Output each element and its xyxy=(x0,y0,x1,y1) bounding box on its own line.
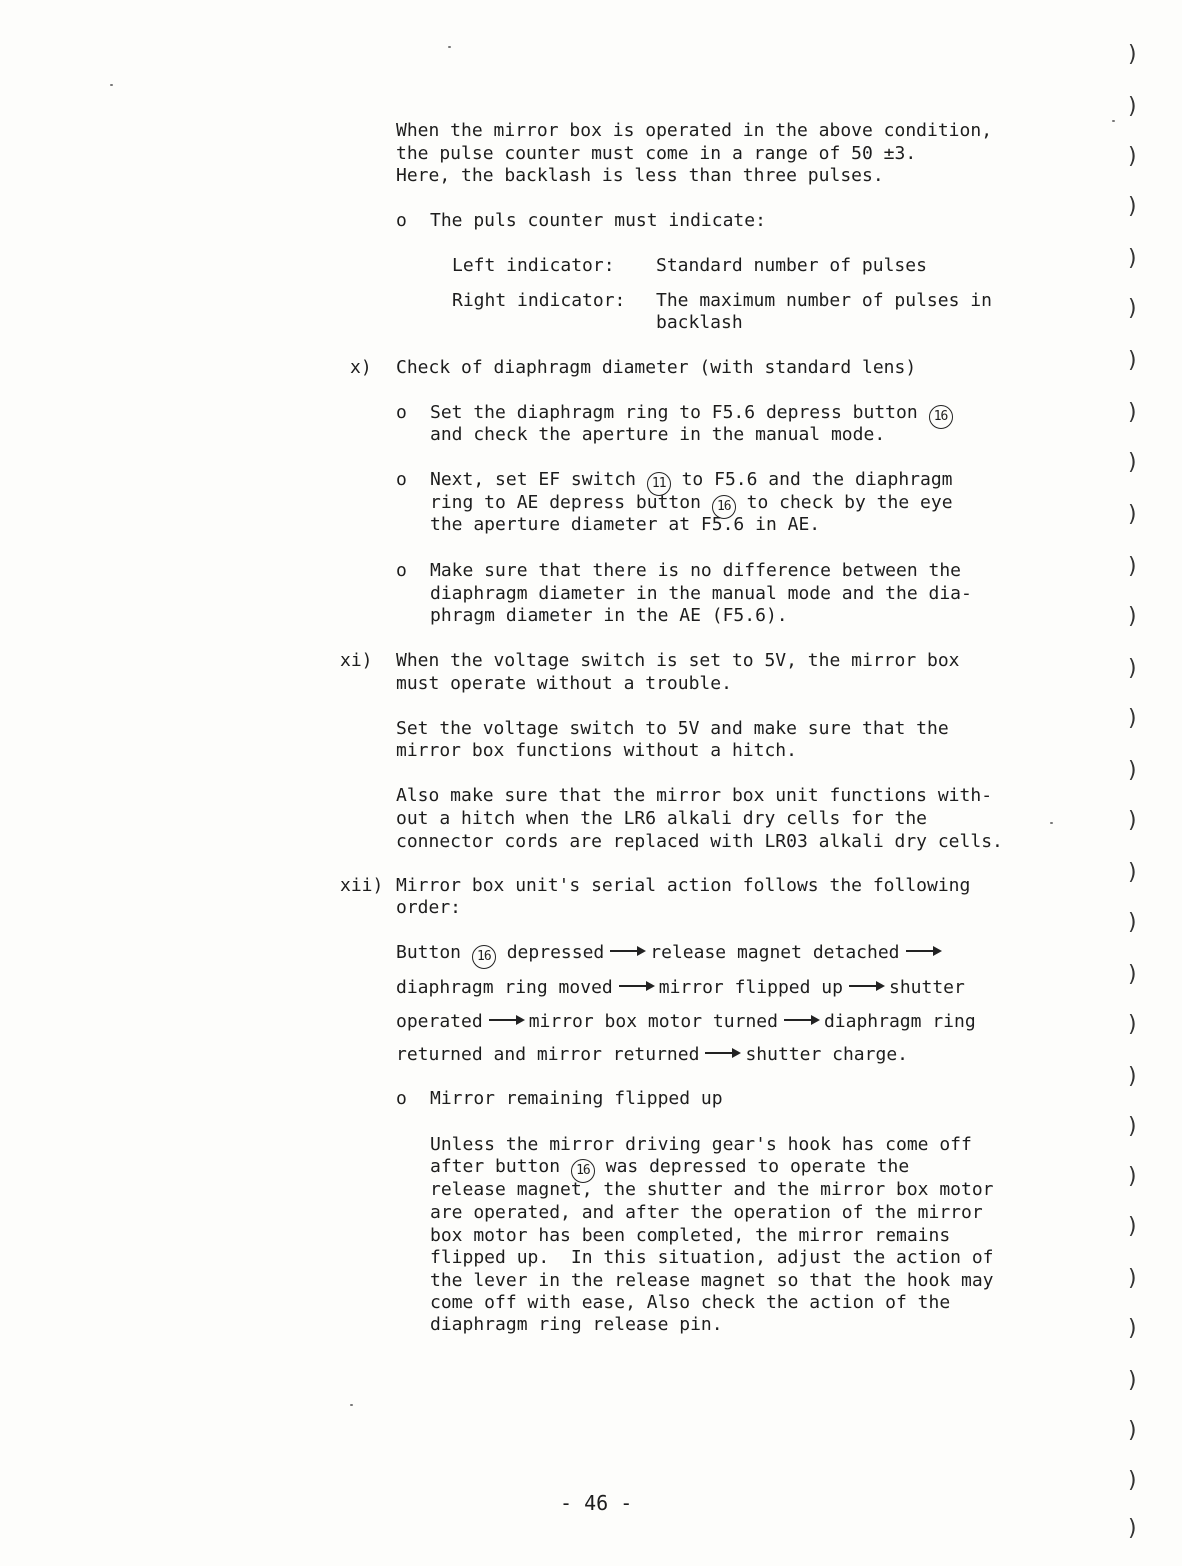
sequence-line: operated mirror box motor turned diaphragm ring xyxy=(396,1011,976,1032)
scan-speck xyxy=(350,1404,353,1406)
bullet-marker: o xyxy=(396,1088,407,1109)
bullet-marker: o xyxy=(396,469,407,490)
binder-mark: ) xyxy=(1126,706,1140,731)
callout-number: 11 xyxy=(647,472,671,496)
bullet-text: Next, set EF switch 11 to F5.6 and the diaphragm xyxy=(430,469,953,496)
section-heading: When the voltage switch is set to 5V, the mirror box xyxy=(396,650,960,671)
binder-mark: ) xyxy=(1126,450,1140,475)
bullet-text: The puls counter must indicate: xyxy=(430,210,766,231)
binder-mark: ) xyxy=(1126,194,1140,219)
arrow-right-icon xyxy=(849,985,883,987)
binder-mark: ) xyxy=(1126,144,1140,169)
binder-mark: ) xyxy=(1126,400,1140,425)
paragraph-line: diaphragm ring release pin. xyxy=(430,1314,723,1335)
paragraph-line: flipped up. In this situation, adjust the action of xyxy=(430,1247,994,1268)
bullet-text: phragm diameter in the AE (F5.6). xyxy=(430,605,788,626)
callout-number: 16 xyxy=(929,405,953,429)
arrow-right-icon xyxy=(619,985,653,987)
binder-mark: ) xyxy=(1126,604,1140,629)
section-heading: Mirror box unit's serial action follows the following xyxy=(396,875,971,896)
scan-speck xyxy=(1112,120,1115,122)
arrow-right-icon xyxy=(489,1019,523,1021)
bullet-marker: o xyxy=(396,210,407,231)
indicator-label: Left indicator: xyxy=(452,255,615,276)
paragraph-line: connector cords are replaced with LR03 alkali dry cells. xyxy=(396,831,1003,852)
callout-number: 16 xyxy=(571,1159,595,1183)
indicator-value: Standard number of pulses xyxy=(656,255,927,276)
indicator-value: The maximum number of pulses in xyxy=(656,290,992,311)
binder-mark: ) xyxy=(1126,1064,1140,1089)
scan-speck xyxy=(1050,822,1053,824)
paragraph-line: Also make sure that the mirror box unit functions with- xyxy=(396,785,993,806)
paragraph-line: release magnet, the shutter and the mirror box motor xyxy=(430,1179,994,1200)
binder-mark: ) xyxy=(1126,808,1140,833)
paragraph-line: after button 16 was depressed to operate the xyxy=(430,1156,909,1183)
binder-mark: ) xyxy=(1126,1468,1140,1493)
sequence-line: diaphragm ring moved mirror flipped up shutter xyxy=(396,977,965,998)
callout-number: 16 xyxy=(472,945,496,969)
binder-mark: ) xyxy=(1126,1316,1140,1341)
paragraph-line: Set the voltage switch to 5V and make sure that the xyxy=(396,718,949,739)
bullet-marker: o xyxy=(396,560,407,581)
binder-mark: ) xyxy=(1126,1012,1140,1037)
binder-mark: ) xyxy=(1126,1368,1140,1393)
section-heading: must operate without a trouble. xyxy=(396,673,732,694)
bullet-text: diaphragm diameter in the manual mode and the dia- xyxy=(430,583,972,604)
binder-mark: ) xyxy=(1126,910,1140,935)
paragraph-line: come off with ease, Also check the action of the xyxy=(430,1292,951,1313)
binder-mark: ) xyxy=(1126,554,1140,579)
callout-number: 16 xyxy=(712,495,736,519)
paragraph-line: mirror box functions without a hitch. xyxy=(396,740,797,761)
binder-mark: ) xyxy=(1126,502,1140,527)
paragraph-line: box motor has been completed, the mirror remains xyxy=(430,1225,951,1246)
binder-mark: ) xyxy=(1126,656,1140,681)
paragraph-line: Unless the mirror driving gear's hook has come off xyxy=(430,1134,972,1155)
bullet-text: ring to AE depress button 16 to check by the eye xyxy=(430,492,953,519)
paragraph-line: When the mirror box is operated in the above condition, xyxy=(396,120,993,141)
page-number: - 46 - xyxy=(560,1491,633,1515)
section-heading: order: xyxy=(396,897,462,918)
binder-mark: ) xyxy=(1126,348,1140,373)
binder-mark: ) xyxy=(1126,42,1140,67)
section-heading: Check of diaphragm diameter (with standard lens) xyxy=(396,357,917,378)
bullet-text: and check the aperture in the manual mode. xyxy=(430,424,886,445)
binder-mark: ) xyxy=(1126,1418,1140,1443)
section-number: x) xyxy=(350,357,372,378)
binder-mark: ) xyxy=(1126,758,1140,783)
binder-mark: ) xyxy=(1126,1114,1140,1139)
indicator-label: Right indicator: xyxy=(452,290,626,311)
binder-mark: ) xyxy=(1126,1164,1140,1189)
bullet-marker: o xyxy=(396,402,407,423)
bullet-text: Mirror remaining flipped up xyxy=(430,1088,723,1109)
binder-mark: ) xyxy=(1126,1266,1140,1291)
bullet-text: Set the diaphragm ring to F5.6 depress button 16 xyxy=(430,402,953,429)
arrow-right-icon xyxy=(705,1052,739,1054)
arrow-right-icon xyxy=(784,1019,818,1021)
indicator-value: backlash xyxy=(656,312,743,333)
bullet-text: the aperture diameter at F5.6 in AE. xyxy=(430,514,821,535)
section-number: xi) xyxy=(340,650,373,671)
binder-mark: ) xyxy=(1126,94,1140,119)
section-number: xii) xyxy=(340,875,384,896)
paragraph-line: are operated, and after the operation of the mirror xyxy=(430,1202,983,1223)
paragraph-line: Here, the backlash is less than three pulses. xyxy=(396,165,884,186)
binder-mark: ) xyxy=(1126,246,1140,271)
binder-mark: ) xyxy=(1126,1516,1140,1541)
binder-mark: ) xyxy=(1126,296,1140,321)
arrow-right-icon xyxy=(906,950,940,952)
arrow-right-icon xyxy=(610,950,644,952)
paragraph-line: out a hitch when the LR6 alkali dry cells for the xyxy=(396,808,928,829)
scan-speck xyxy=(448,46,451,48)
binder-mark: ) xyxy=(1126,1214,1140,1239)
bullet-text: Make sure that there is no difference between the xyxy=(430,560,962,581)
paragraph-line: the lever in the release magnet so that the hook may xyxy=(430,1270,994,1291)
binder-mark: ) xyxy=(1126,962,1140,987)
binder-mark: ) xyxy=(1126,860,1140,885)
sequence-line: returned and mirror returned shutter charge. xyxy=(396,1044,908,1065)
paragraph-line: the pulse counter must come in a range of 50 ±3. xyxy=(396,143,917,164)
scan-speck xyxy=(110,84,113,86)
sequence-line: Button 16 depressed release magnet detached xyxy=(396,942,946,969)
